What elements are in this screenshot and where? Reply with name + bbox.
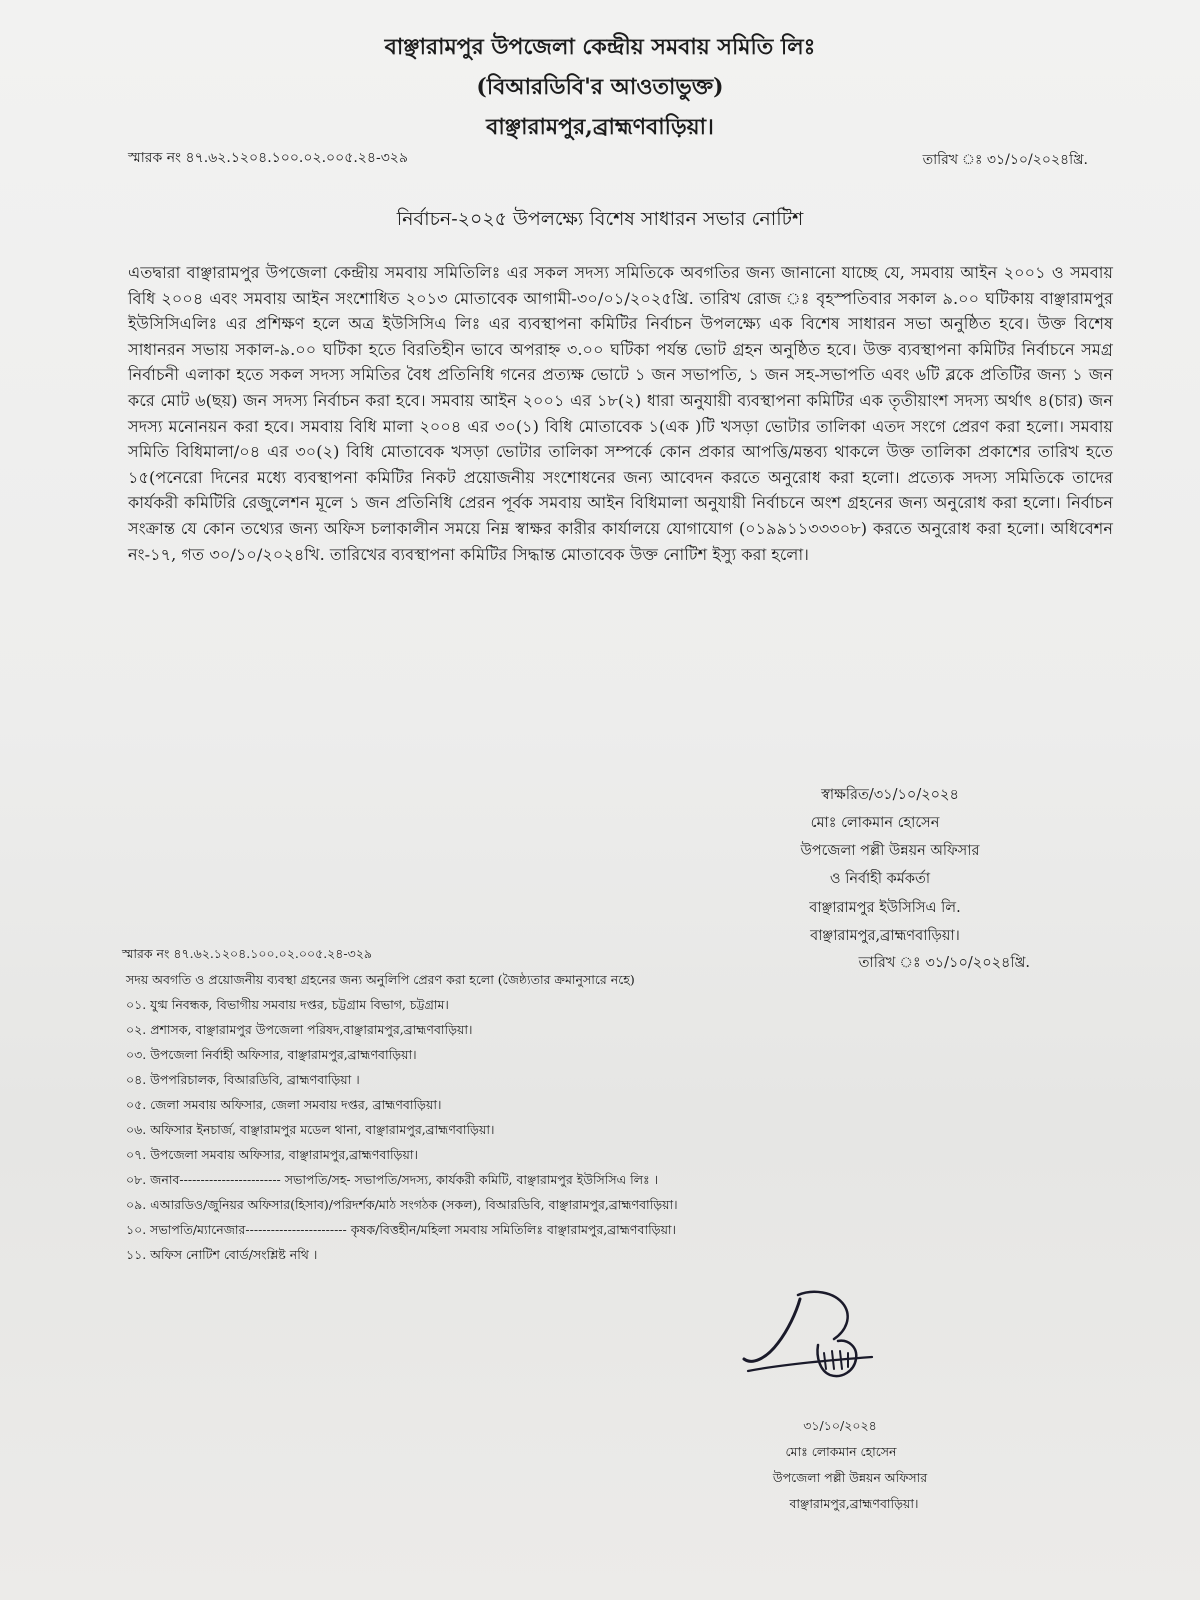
cc-memo-number: স্মারক নং ৪৭.৬২.১২০৪.১০০.০২.০০৫.২৪-৩২৯: [122, 946, 372, 961]
signatory-location: বাঞ্ছারামপুর,ব্রাহ্মণবাড়িয়া।: [810, 928, 960, 944]
bottom-signatory-designation: উপজেলা পল্লী উন্নয়ন অফিসার: [772, 1470, 928, 1485]
cc-item: ০৮. জনাব------------------------ সভাপতি/সহ- সভাপতি/সদস্য, কার্যকরী কমিটি, বাঞ্ছারামপুর ইউসিসিএ লিঃ ।: [126, 1172, 659, 1187]
signatory-name: মোঃ লোকমান হোসেন: [810, 815, 940, 831]
cc-item: ০২. প্রশাসক, বাঞ্ছারামপুর উপজেলা পরিষদ,বাঞ্ছারামপুর,ব্রাহ্মণবাড়িয়া।: [126, 1022, 473, 1037]
bottom-signature-date: ৩১/১০/২০২৪: [803, 1418, 877, 1433]
cc-item: ০৯. এআরডিও/জুনিয়র অফিসার(হিসাব)/পরিদর্শক/মাঠ সংগঠক (সকল), বিআরডিবি, বাঞ্ছারামপুর,ব্রাহ্মণবাড়িয়া।: [126, 1197, 678, 1212]
cc-item: ০৬. অফিসার ইনচার্জ, বাঞ্ছারামপুর মডেল থানা, বাঞ্ছারামপুর,ব্রাহ্মণবাড়িয়া।: [126, 1122, 495, 1137]
cc-intro: সদয় অবগতি ও প্রয়োজনীয় ব্যবস্থা গ্রহনের জন্য অনুলিপি প্রেরণ করা হলো (জৈষ্ঠ্যতার ক্রমানুসারে নহে): [126, 972, 635, 987]
signatory-designation-secondary: ও নির্বাহী কর্মকর্তা: [829, 871, 931, 887]
signed-date: স্বাক্ষরিত/৩১/১০/২০২৪: [821, 787, 959, 803]
notice-title: নির্বাচন-২০২৫ উপলক্ষ্যে বিশেষ সাধারন সভার নোটিশ: [396, 208, 804, 230]
signatory-designation: উপজেলা পল্লী উন্নয়ন অফিসার: [800, 843, 980, 859]
memo-number: স্মারক নং ৪৭.৬২.১২০৪.১০০.০২.০০৫.২৪-৩২৯: [128, 150, 408, 166]
cc-item: ১১. অফিস নোটিশ বোর্ড/সংশ্লিষ্ট নথি ।: [126, 1247, 318, 1262]
cc-item: ০৭. উপজেলা সমবায় অফিসার, বাঞ্ছারামপুর,ব্রাহ্মণবাড়িয়া।: [126, 1147, 418, 1162]
signatory-office: বাঞ্ছারামপুর ইউসিসিএ লি.: [809, 900, 961, 916]
cc-item: ০৩. উপজেলা নির্বাহী অফিসার, বাঞ্ছারামপুর,ব্রাহ্মণবাড়িয়া।: [126, 1047, 417, 1062]
handwritten-signature: [738, 1285, 878, 1405]
cc-item: ০৪. উপপরিচালক, বিআরডিবি, ব্রাহ্মণবাড়িয়া ।: [126, 1072, 360, 1087]
org-name: বাঞ্ছারামপুর উপজেলা কেন্দ্রীয় সমবায় সমিতি লিঃ: [384, 34, 816, 60]
cc-date: তারিখ ঃ ৩১/১০/২০২৪খ্রি.: [858, 955, 1030, 971]
cc-item: ০১. যুগ্ম নিবন্ধক, বিভাগীয় সমবায় দপ্তর, চট্টগ্রাম বিভাগ, চট্টগ্রাম।: [126, 997, 449, 1012]
memo-date: তারিখ ঃ ৩১/১০/২০২৪খ্রি.: [922, 152, 1088, 168]
bottom-signatory-name: মোঃ লোকমান হোসেন: [785, 1444, 897, 1459]
org-location: বাঞ্ছারামপুর,ব্রাহ্মণবাড়িয়া।: [486, 114, 714, 140]
org-affiliation: (বিআরডিবি'র আওতাভুক্ত): [476, 74, 724, 100]
cc-item: ১০. সভাপতি/ম্যানেজার------------------------ কৃষক/বিত্তহীন/মহিলা সমবায় সমিতিলিঃ বাঞ্ছারামপুর,ব্রাহ্মণবাড়িয়া।: [126, 1222, 677, 1237]
cc-item: ০৫. জেলা সমবায় অফিসার, জেলা সমবায় দপ্তর, ব্রাহ্মণবাড়িয়া।: [126, 1097, 442, 1112]
notice-body: এতদ্বারা বাঞ্ছারামপুর উপজেলা কেন্দ্রীয় সমবায় সমিতিলিঃ এর সকল সদস্য সমিতিকে অবগতির জন্য জানানো যাচ্ছে যে, সমবায় আইন ২০০১ ও সমবায় বিধি ২০০৪ এবং সমবায় আইন সংশোধিত ২০১৩ মোতাবেক আগামী-৩০/০১/২০২৫খ্রি. তারিখ রোজ ঃ বৃহস্পতিবার সকাল ৯.০০ ঘটিকায় বাঞ্ছারামপুর ইউসিসিএলিঃ এর প্রশিক্ষণ হলে অত্র ইউসিসিএ লিঃ এর ব্যবস্থাপনা কমিটির নির্বাচন উপলক্ষ্যে এক বিশেষ সাধারন সভা অনুষ্ঠিত হবে। উক্ত বিশেষ সাধানরন সভায় সকাল-৯.০০ ঘটিকা হতে বিরতিহীন ভাবে অপরাহ্ন ৩.০০ ঘটিকা পর্যন্ত ভোট গ্রহন অনুষ্ঠিত হবে। উক্ত ব্যবস্থাপনা কমিটির নির্বাচনে সমগ্র নির্বাচনী এলাকা হতে সকল সদস্য সমিতির বৈধ প্রতিনিধি গনের প্রত্যক্ষ ভোটে ১ জন সভাপতি, ১ জন সহ-সভাপতি এবং ৬টি ব্লকে প্রতিটির জন্য ১ জন করে মোট ৬(ছয়) জন সদস্য নির্বাচন করা হবে। সমবায় আইন ২০০১ এর ১৮(২) ধারা অনুযায়ী ব্যবস্থাপনা কমিটির এক তৃতীয়াংশ সদস্য অর্থাৎ ৪(চার) জন সদস্য মনোনয়ন করা হবে। সমবায় বিধি মালা ২০০৪ এর ৩০(১) বিধি মোতাবেক ১(এক )টি খসড়া ভোটার তালিকা এতদ সংগে প্রেরণ করা হলো। সমবায় সমিতি বিধিমালা/০৪ এর ৩০(২) বিধি মোতাবেক খসড়া ভোটার তালিকা সম্পর্কে কোন প্রকার আপত্তি/মন্তব্য থাকলে উক্ত তালিকা প্রকাশের তারিখ হতে ১৫(পনেরো দিনের মধ্যে ব্যবস্থাপনা কমিটির নিকট প্রয়োজনীয় সংশোধনের জন্য আবেদন করতে অনুরোধ করা হলো। প্রত্যেক সদস্য সমিতিকে তাদের কার্যকরী কমিটিরি রেজুলেশন মূলে ১ জন প্রতিনিধি প্রেরন পূর্বক সমবায় আইন বিধিমালা অনুযায়ী নির্বাচনে অংশ গ্রহনের জন্য অনুরোধ করা হলো। নির্বাচন সংক্রান্ত যে কোন তথ্যের জন্য অফিস চলাকালীন সময়ে নিম্ন স্বাক্ষর কারীর কার্যালয়ে যোগাযোগ (০১৯৯১১৩৩৩০৮) করতে অনুরোধ করা হলো। অধিবেশন নং-১৭, গত ৩০/১০/২০২৪খি. তারিখের ব্যবস্থাপনা কমিটির সিদ্ধান্ত মোতাবেক উক্ত নোটিশ ইস্যু করা হলো।: [128, 263, 1113, 564]
bottom-signatory-location: বাঞ্ছারামপুর,ব্রাহ্মণবাড়িয়া।: [789, 1496, 919, 1511]
